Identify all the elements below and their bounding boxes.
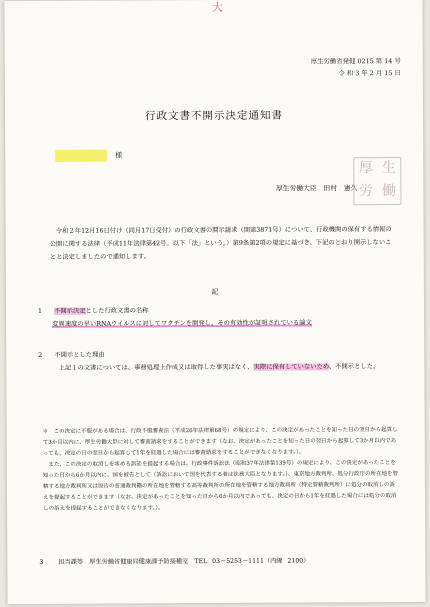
notes-section <box>43 425 399 515</box>
item-2-reason: 上記１の文書については、事務処理上作成又は取得した事実はなく、 <box>58 363 254 372</box>
seal-char: 厚 <box>358 160 373 177</box>
contact-number: 3 <box>39 558 44 566</box>
contact-text: 担当課等 厚生労働省健康局健康課予防接種室 TEL 03－5253－1111（内線 2100） <box>58 557 310 566</box>
seal-char: 生 <box>381 160 396 177</box>
official-seal <box>353 157 401 205</box>
item-2-reason-highlight: 実際に保有していないため <box>253 363 329 371</box>
note-paragraph: また、この決定の取消しを求める訴訟を提起する場合は、行政事件訴訟法（昭和37年法律第139号）の規定により、この決定があったことを知った日から6か月以内に、国を被告として（訴訟において国を代表する者は法務大臣となります。）、東京地方裁判所、処分行政庁の所在地を管轄する地方裁判所又は原告の普通裁判籍の所在地を管轄する高等裁判所の所在地を管轄する地方裁判所（特定管轄裁判所）に処分の取消しの訴えを提起することができます（なお、決定があったことを知った日から6か月以内であっても、決定の日から1年を経過した場合には処分の取消しの訴えを提起することができなくなります。）。 <box>42 460 398 512</box>
document-date: 令 和 3 年 2 月 15 日 <box>338 69 401 78</box>
seal-char: 働 <box>381 183 396 200</box>
item-1-number: 1 <box>38 307 43 315</box>
addressee-suffix: 様 <box>115 151 123 160</box>
document-number: 厚生労働省発健 0215 第 14 号 <box>310 57 401 66</box>
top-stamp-mark: 大 <box>211 0 223 15</box>
document-page <box>4 0 425 604</box>
addressee <box>55 149 122 161</box>
item-1 <box>38 303 398 331</box>
contact-line <box>39 555 405 566</box>
body-paragraph: 令和２年12月16日付け（同月17日受付）の行政文書の開示請求（開第3871号）について、行政機関の保有する情報の公開に関する法律（平成11年法律第42号。以下「法」という。）第9条第2項の規定に基づき、下記のとおり開示しないことと決定しましたので通知します。 <box>49 226 392 261</box>
item-2-number: 2 <box>38 351 43 359</box>
document-title: 行政文書不開示決定通知書 <box>144 109 284 123</box>
item-2-reason-end: 、不開示とした。 <box>328 363 380 371</box>
item-1-label: とした行政文書の名称 <box>85 307 149 315</box>
document-header <box>311 55 401 79</box>
item-1-label-highlight: 不開示決定 <box>54 307 86 315</box>
ki-heading: 記 <box>211 287 219 297</box>
note-paragraph: ＊ この決定に不服がある場合は、行政不服審査法（平成26年法律第68号）の規定により、この決定があったことを知った日の翌日から起算して3か月以内に、厚生労働大臣に対して審査請求をすることができます（なお、決定があったことを知った日の翌日から起算して3か月以内であっても、決定の日の翌日から起算して1年を経過した場合には審査請求をすることができなくなります。）。 <box>42 427 398 457</box>
seal-char: 労 <box>358 183 373 200</box>
item-2-label: 不開示とした理由 <box>54 351 105 359</box>
item-2 <box>38 347 398 375</box>
sender: 厚生労働大臣 田村 憲久 <box>275 184 358 193</box>
item-1-document-name: 変異速度の早いRNAウイルスに対してワクチンを開発し、その有効性が証明されている論文 <box>52 319 312 328</box>
redacted-name <box>55 150 107 162</box>
